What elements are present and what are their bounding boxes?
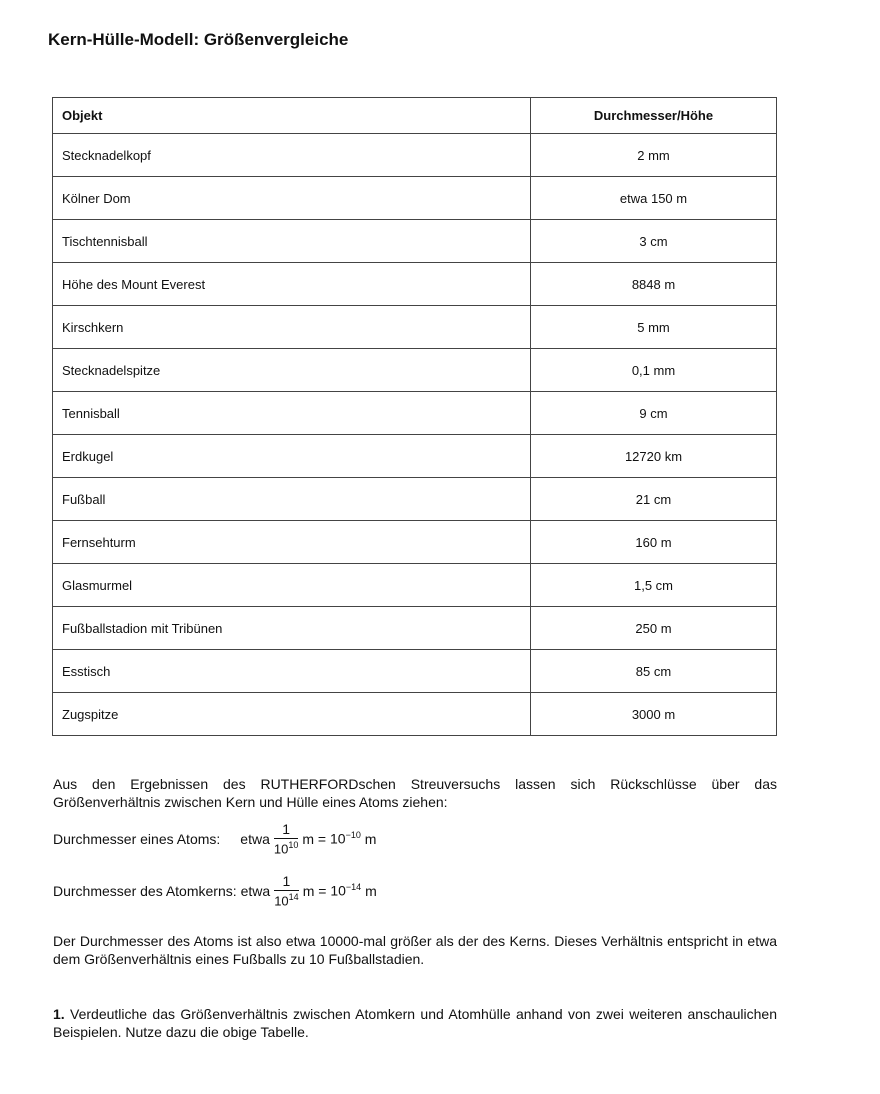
page-title: Kern-Hülle-Modell: Größenvergleiche — [48, 30, 349, 49]
table-row — [53, 306, 777, 349]
cell-diameter: 3000 m — [531, 693, 777, 736]
formula-atom-diameter — [53, 822, 376, 855]
formula-label: Durchmesser eines Atoms: — [53, 830, 221, 847]
cell-object: Fußballstadion mit Tribünen — [53, 607, 531, 650]
conclusion-paragraph: Der Durchmesser des Atoms ist also etwa 10000-mal größer als der des Kerns. Dieses Verhältnis entspricht in etwa dem Größenverhältnis eines Fußballs zu 10 Fußballstadien. — [53, 933, 777, 967]
table-row — [53, 392, 777, 435]
cell-object: Zugspitze — [53, 693, 531, 736]
cell-diameter: 2 mm — [531, 134, 777, 177]
formula-prefix: etwa — [240, 882, 271, 899]
cell-object: Erdkugel — [53, 435, 531, 478]
table-row — [53, 435, 777, 478]
cell-diameter: etwa 150 m — [531, 177, 777, 220]
formula-unit: m = — [302, 830, 327, 847]
cell-object: Esstisch — [53, 650, 531, 693]
fraction-denominator: $10^{14}$ — [274, 892, 299, 909]
cell-object: Tennisball — [53, 392, 531, 435]
cell-diameter: 85 cm — [531, 650, 777, 693]
formula-label: Durchmesser des Atomkerns: — [53, 882, 237, 899]
cell-object: Tischtennisball — [53, 220, 531, 263]
cell-object: Kölner Dom — [53, 177, 531, 220]
task-number: 1. — [53, 1006, 65, 1022]
table-row — [53, 349, 777, 392]
formula-fraction — [274, 874, 298, 907]
cell-diameter: 3 cm — [531, 220, 777, 263]
cell-diameter: 5 mm — [531, 306, 777, 349]
formula-fraction — [274, 822, 298, 855]
task-paragraph — [53, 1005, 777, 1041]
formula-result: $10^{-14}$ — [330, 882, 362, 899]
cell-diameter: 8848 m — [531, 263, 777, 306]
formula-prefix: etwa — [240, 830, 270, 847]
cell-diameter: 250 m — [531, 607, 777, 650]
table-row — [53, 650, 777, 693]
table-row — [53, 693, 777, 736]
column-header-diameter: Durchmesser/Höhe — [531, 98, 777, 134]
table-row — [53, 177, 777, 220]
size-comparison-table — [52, 97, 777, 736]
table-row — [53, 134, 777, 177]
cell-object: Stecknadelspitze — [53, 349, 531, 392]
table-header-row — [53, 98, 777, 134]
table-row — [53, 607, 777, 650]
cell-diameter: 160 m — [531, 521, 777, 564]
cell-diameter: 0,1 mm — [531, 349, 777, 392]
formula-result: $10^{-10}$ — [329, 830, 361, 847]
cell-diameter: 1,5 cm — [531, 564, 777, 607]
cell-object: Kirschkern — [53, 306, 531, 349]
fraction-numerator: 1 — [282, 873, 291, 889]
formula-nucleus-diameter — [53, 874, 377, 907]
table-row — [53, 263, 777, 306]
table-body — [53, 134, 777, 736]
table-row — [53, 564, 777, 607]
intro-paragraph: Aus den Ergebnissen des RUTHERFORDschen Streuversuchs lassen sich Rückschlüsse über das Größenverhältnis zwischen Kern und Hülle eines Atoms ziehen: — [53, 776, 777, 810]
formula-result-unit: m — [364, 830, 377, 847]
formula-result-unit: m — [365, 882, 377, 899]
formula-unit: m = — [302, 882, 327, 899]
fraction-numerator: 1 — [282, 821, 291, 837]
fraction-denominator: $10^{10}$ — [273, 840, 299, 857]
cell-object: Fußball — [53, 478, 531, 521]
table-row — [53, 478, 777, 521]
task-text: Verdeutliche das Größenverhältnis zwischen Atomkern und Atomhülle anhand von zwei weiteren anschaulichen Beispielen. Nutze dazu die obige Tabelle. — [53, 1006, 778, 1040]
cell-object: Stecknadelkopf — [53, 134, 531, 177]
cell-object: Glasmurmel — [53, 564, 531, 607]
column-header-object: Objekt — [53, 98, 531, 134]
table-row — [53, 521, 777, 564]
cell-diameter: 9 cm — [531, 392, 777, 435]
cell-diameter: 21 cm — [531, 478, 777, 521]
cell-diameter: 12720 km — [531, 435, 777, 478]
cell-object: Höhe des Mount Everest — [53, 263, 531, 306]
table-row — [53, 220, 777, 263]
cell-object: Fernsehturm — [53, 521, 531, 564]
